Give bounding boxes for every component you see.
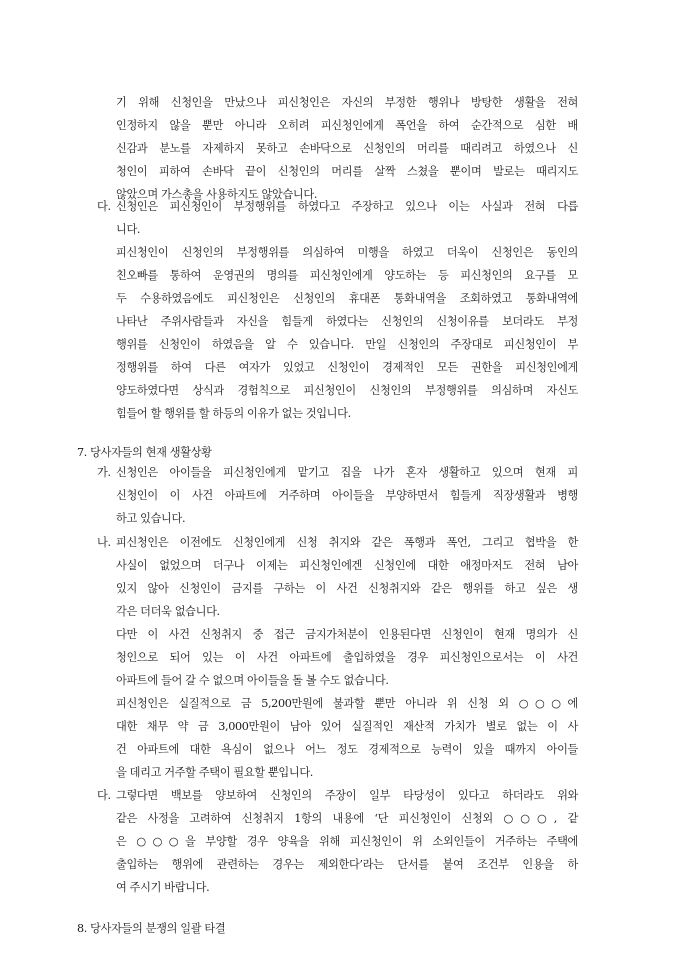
paragraph-line: 신청인은 아이들을 피신청인에게 맡기고 집을 나가 혼자 생활하고 있으며 현재 피 [116, 466, 578, 479]
paragraph-line: 다만 이 사건 신청취지 중 접근 금지가처분이 인용된다면 신청인이 현재 명의가 신 [116, 628, 578, 641]
section-heading: 8. 당사자들의 분쟁의 일괄 타결 [77, 922, 226, 935]
paragraph-line: 건 아파트에 대한 욕심이 없으나 어느 정도 경제적으로 능력이 있을 때까지 아이들 [116, 743, 578, 756]
paragraph-line: 하고 있습니다. [116, 512, 186, 525]
paragraph-line: 청인으로 되어 있는 이 사건 아파트에 출입하였을 경우 피신청인으로서는 이 사건 [116, 651, 578, 664]
paragraph-line: 두 수용하였음에도 피신청인은 신청인의 휴대폰 통화내역을 조회하였고 통화내역에 [116, 292, 578, 305]
section-heading: 7. 당사자들의 현재 생활상황 [77, 446, 212, 459]
paragraph-line: 피신청인이 신청인의 부정행위를 의심하여 미행을 하였고 더욱이 신청인은 동인의 [116, 246, 578, 259]
paragraph-line: 않았으며 가스총을 사용하지도 않았습니다. [116, 188, 318, 201]
paragraph-line: 여 주시기 바랍니다. [116, 881, 210, 894]
paragraph-line: 그렇다면 백보를 양보하여 신청인의 주장이 일부 타당성이 있다고 하더라도 위와 [116, 789, 578, 802]
paragraph-line: 청인이 피하여 손바닥 끝이 신청인의 머리를 살짝 스쳤을 뿐이며 발로는 때리지도 [116, 165, 578, 178]
list-marker: 다. [97, 200, 111, 213]
paragraph-line: 친오빠를 통하여 운영권의 명의를 피신청인에게 양도하는 등 피신청인의 요구를 모 [116, 269, 578, 282]
paragraph-line: 니다. [116, 223, 141, 236]
paragraph-line: 인정하지 않을 뿐만 아니라 오히려 피신청인에게 폭언을 하여 순간적으로 심한 배 [116, 119, 578, 132]
paragraph-line: 각은 더더욱 없습니다. [116, 605, 220, 618]
paragraph-line: 같은 사정을 고려하여 신청취지 1항의 내용에 ‘단 피신청인이 신청외 ○○○, 같 [116, 812, 578, 825]
paragraph-line: 정행위를 하여 다른 여자가 있었고 신청인이 경제적인 모든 권한을 피신청인에게 [116, 361, 578, 374]
paragraph-line: 을 데리고 거주할 주택이 필요할 뿐입니다. [116, 766, 314, 779]
paragraph-line: 신청인이 이 사건 아파트에 거주하며 아이들을 부양하면서 힘들게 직장생활과 병행 [116, 489, 578, 502]
paragraph-line: 신청인은 피신청인이 부정행위를 하였다고 주장하고 있으나 이는 사실과 전혀 다릅 [116, 200, 578, 213]
paragraph-line: 양도하였다면 상식과 경험칙으로 피신청인이 신청인의 부정행위를 의심하며 자신도 [116, 384, 578, 397]
list-marker: 다. [97, 789, 111, 802]
paragraph-line: 있지 않아 신청인이 금지를 구하는 이 사건 신청취지와 같은 행위를 하고 싶은 생 [116, 582, 578, 595]
paragraph-line: 기 위해 신청인을 만났으나 피신청인은 자신의 부정한 행위나 방탕한 생활을 전혀 [116, 96, 578, 109]
paragraph-line: 출입하는 행위에 관련하는 경우는 제외한다’라는 단서를 붙여 조건부 인용을 하 [116, 858, 578, 871]
paragraph-line: 행위를 신청인이 하였음을 알 수 있습니다. 만일 신청인의 주장대로 피신청인이 부 [116, 338, 578, 351]
paragraph-line: 힘들어 할 행위를 할 하등의 이유가 없는 것입니다. [116, 407, 351, 420]
list-marker: 나. [97, 536, 111, 549]
paragraph-line: 피신청인은 이전에도 신청인에게 신청 취지와 같은 폭행과 폭언, 그리고 협박을 한 [116, 536, 578, 549]
paragraph-line: 아파트에 들어 갈 수 없으며 아이들을 돌 볼 수도 없습니다. [116, 674, 389, 687]
paragraph-line: 피신청인은 실질적으로 금 5,200만원에 불과할 뿐만 아니라 위 신청 외 ○○○에 [116, 697, 578, 710]
paragraph-line: 사실이 없었으며 더구나 이제는 피신청인에겐 신청인에 대한 애정마저도 전혀 남아 [116, 559, 578, 572]
paragraph-line: 대한 채무 약 금 3,000만원이 남아 있어 실질적인 재산적 가치가 별로 없는 이 사 [116, 720, 578, 733]
paragraph-line: 은 ○○○을 부양할 경우 양육을 위해 피신청인이 위 소외인들이 거주하는 주택에 [116, 835, 578, 848]
list-marker: 가. [97, 466, 111, 479]
paragraph-line: 신감과 분노를 자제하지 못하고 손바닥으로 신청인의 머리를 때리려고 하였으나 신 [116, 142, 578, 155]
paragraph-line: 나타난 주위사람들과 자신을 힘들게 하였다는 신청인의 신청이유를 보더라도 부정 [116, 315, 578, 328]
